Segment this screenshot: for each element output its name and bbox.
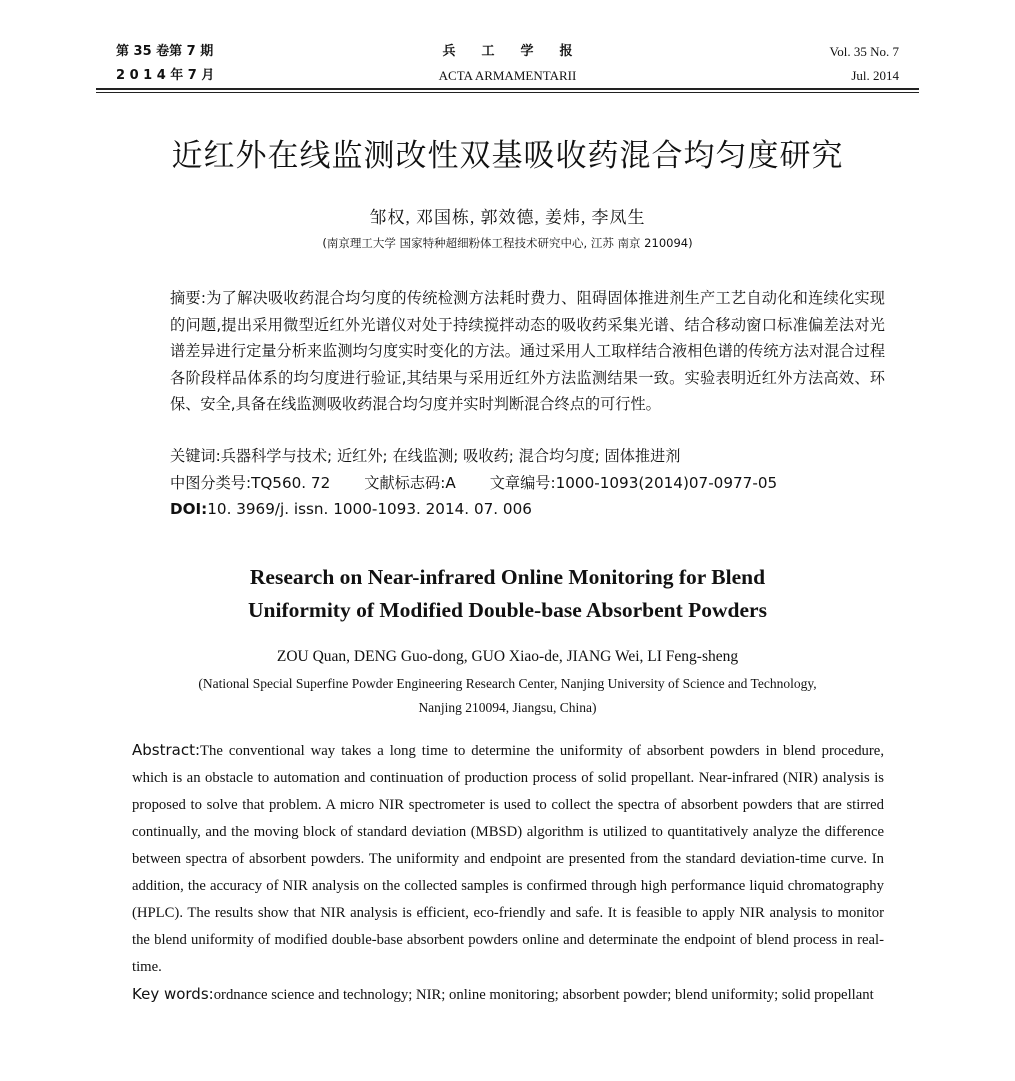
abstract-cn (132, 285, 885, 418)
header-rule-thin (96, 92, 919, 93)
journal-name (96, 40, 919, 88)
clc-label: 中图分类号: (170, 473, 252, 492)
keywords-cn-label: 关键词: (170, 447, 221, 465)
abstract-en-label: Abstract: (132, 741, 201, 759)
journal-header (96, 40, 919, 90)
doc-code-value: A (445, 473, 456, 492)
abstract-en (132, 737, 884, 1009)
affiliation-en-line1: (National Special Superfine Powder Engineering Research Center, Nanjing University of Science and Technology, (198, 676, 817, 691)
abstract-cn-text: 为了解决吸收药混合均匀度的传统检测方法耗时费力、阻碍固体推进剂生产工艺自动化和连续化实现的问题,提出采用微型近红外光谱仪对处于持续搅拌动态的吸收药采集光谱、结合移动窗口标准偏差法对光谱差异进行定量分析来监测均匀度实时变化的方法。通过采用人工取样结合液相色谱的传统方法对混合过程各阶段样品体系的均匀度进行验证,其结果与采用近红外方法监测结果一致。实验表明近红外方法高效、环保、安全,具备在线监测吸收药混合均匀度并实时判断混合终点的可行性。 (170, 289, 885, 414)
affiliation-cn: (南京理工大学 国家特种超细粉体工程技术研究中心, 江苏 南京 210094) (322, 236, 693, 250)
abstract-cn-label: 摘要: (170, 289, 206, 307)
volume-issue-en: Vol. 35 No. 7 (829, 44, 899, 59)
keywords-cn-text: 兵器科学与技术; 近红外; 在线监测; 吸收药; 混合均匀度; 固体推进剂 (220, 447, 681, 465)
keywords-en-text: ordnance science and technology; NIR; online monitoring; absorbent powder; blend uniformity; solid propellant (213, 987, 874, 1003)
doi-line (170, 496, 885, 523)
authors-cn: 邹权, 邓国栋, 郭效德, 姜炜, 李凤生 (369, 208, 646, 227)
keywords-cn (170, 443, 885, 470)
volume-issue-cn: 第 35 卷第 7 期 (116, 44, 214, 59)
article-no-label: 文章编号: (489, 473, 556, 492)
article-no-value: 1000-1093(2014)07-0977-05 (555, 473, 778, 492)
classification-line (170, 470, 885, 497)
paper-title-en (0, 561, 1015, 627)
doc-code-label: 文献标志码: (364, 473, 446, 492)
header-rule-thick (96, 88, 919, 90)
doi-label: DOI: (170, 500, 208, 519)
date-cn: 2 0 1 4 年 7 月 (116, 68, 215, 83)
abstract-en-text: The conventional way takes a long time to determine the uniformity of absorbent powders in blend procedure, which is an obstacle to automation and continuation of production process of solid propellant. Near-infrared (NIR) analysis is proposed to solve that problem. A micro NIR spectrometer is used to collect the spectra of absorbent powders that are stirred continually, and the moving block of standard deviation (MBSD) algorithm is utilized to quantitatively analyze the difference between spectra of absorbent powders. The uniformity and endpoint are presented from the standard deviation-time curve. In addition, the accuracy of NIR analysis on the collected samples is confirmed through high performance liquid chromatography (HPLC). The results show that NIR analysis is efficient, eco-friendly and safe. It is feasible to apply NIR analysis to monitor the blend uniformity of modified double-base absorbent powders online and determinate the endpoint of blend process in real-time. (132, 743, 884, 975)
date-en: Jul. 2014 (851, 68, 899, 83)
doi-value: 10. 3969/j. issn. 1000-1093. 2014. 07. 006 (207, 500, 532, 519)
paper-title-cn: 近红外在线监测改性双基吸收药混合均匀度研究 (171, 138, 844, 174)
issue-info-en (830, 40, 899, 88)
affiliation-en-line2: Nanjing 210094, Jiangsu, China) (418, 700, 597, 715)
journal-name-en: ACTA ARMAMENTARII (438, 68, 577, 83)
affiliation-en (0, 672, 1015, 720)
clc-value: TQ560. 72 (251, 473, 331, 492)
paper-title-en-line1: Research on Near-infrared Online Monitoring for Blend (249, 565, 766, 589)
keywords-en-label: Key words: (132, 985, 214, 1003)
authors-en: ZOU Quan, DENG Guo-dong, GUO Xiao-de, JIANG Wei, LI Feng-sheng (276, 648, 739, 665)
metadata-cn (170, 443, 885, 523)
paper-title-en-line2: Uniformity of Modified Double-base Absorbent Powders (248, 598, 767, 622)
journal-name-cn: 兵工学报 (442, 44, 599, 59)
